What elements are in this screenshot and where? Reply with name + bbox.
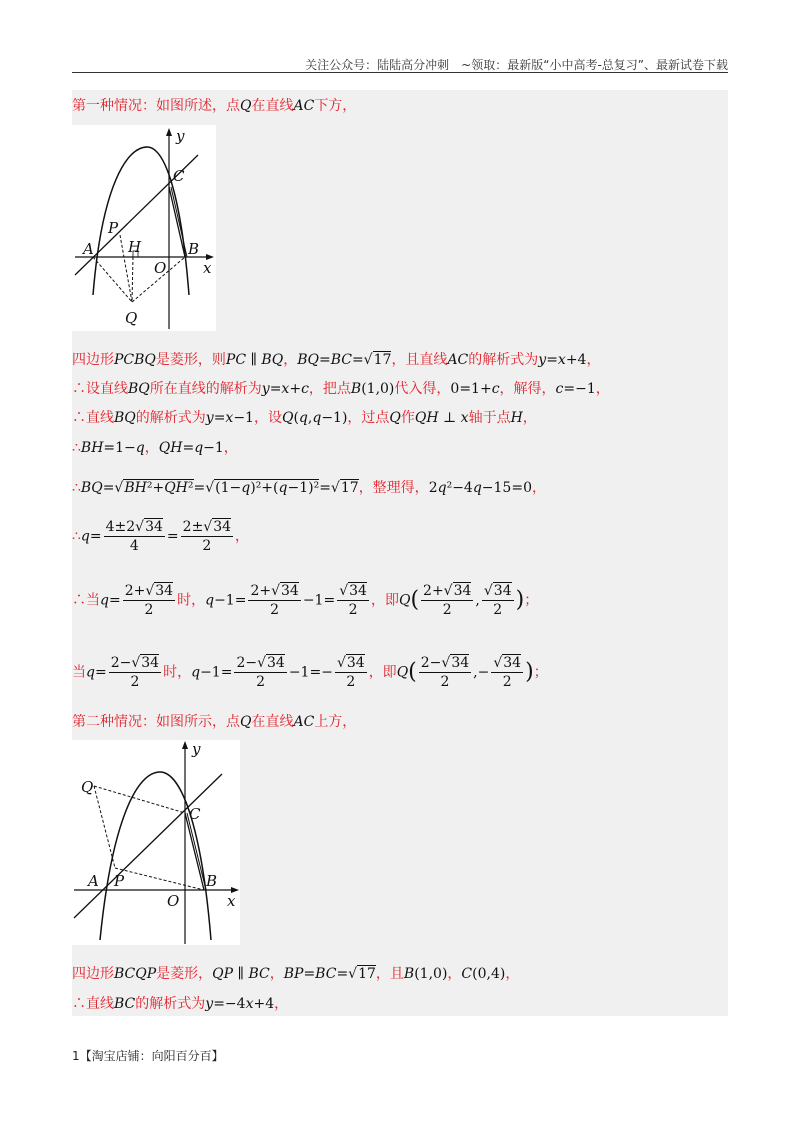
case1-line5: ∴BQ=√BH²+QH²=√(1−q)²+(q−1)²=√17，整理得，2q²−4q−15=0， [72, 480, 546, 496]
case2-title: 第二种情况：如图所示，点Q在直线AC上方， [72, 714, 357, 730]
label-x: x [227, 892, 236, 910]
case1-line8: 当q= $\frac{2-√34}{2}$ 时，q−1= $\frac{2-√34}{2}$ −1=− $\frac{√34}{2}$ ，即Q( $\frac{2-√34}{2}$ ,− $\frac{√34}{2}$ )； [72, 655, 548, 690]
segment-pb [115, 868, 204, 890]
header-rule [72, 72, 728, 73]
figure-case2 [72, 740, 240, 945]
segment-pq2 [93, 257, 132, 302]
case1-title: 第一种情况：如图所述，点Q在直线AC下方， [72, 98, 357, 114]
label-b: B [188, 240, 200, 258]
case2-line2: ∴直线BC的解析式为y=−4x+4， [72, 996, 289, 1012]
line-ac [74, 774, 222, 918]
case1-line7: ∴当q= $\frac{2+√34}{2}$ 时，q−1= $\frac{2+√34}{2}$ −1= $\frac{√34}{2}$ ，即Q( $\frac{2+√34}{2}$ , $\frac{√34}{2}$ )； [72, 583, 539, 618]
segment-cb [169, 187, 185, 257]
segment-cb [185, 813, 204, 890]
case2-line1: 四边形BCQP是菱形，QP ∥ BC，BP=BC=√17，且B(1,0)，C(0,4)， [72, 966, 520, 982]
solution-content [72, 90, 728, 1016]
label-o: O [154, 259, 167, 277]
label-o: O [167, 892, 180, 910]
page-footer: 1【淘宝店铺：向阳百分百】 [72, 1049, 224, 1063]
segment-qh [132, 257, 133, 302]
parabola [100, 772, 211, 940]
case1-line2: ∴设直线BQ所在直线的解析为y=x+c，把点B(1,0)代入得，0=1+c，解得，c=−1， [72, 381, 610, 397]
label-y: y [176, 127, 185, 145]
case1-line1: 四边形PCBQ是菱形，则PC ∥ BQ，BQ=BC=√17，且直线AC的解析式为y=x+4， [72, 352, 601, 368]
label-h: H [128, 238, 142, 256]
label-c: C [189, 805, 201, 823]
page-header: 关注公众号：陆陆高分冲刺 ~领取：最新版“小中高考-总复习”、最新试卷下载 [305, 58, 728, 72]
figure-case1 [72, 125, 216, 331]
label-y: y [192, 740, 201, 758]
segment-qc [94, 786, 185, 813]
label-p: P [108, 219, 119, 237]
label-c: C [173, 167, 185, 185]
label-a: A [83, 240, 94, 258]
label-q: Q [125, 309, 138, 327]
segment-qp [94, 786, 115, 868]
case1-line6: ∴q= $\frac{4\pm 2√34}{4}$ = $\frac{2\pm√34}{2}$ ， [72, 519, 250, 554]
case1-line4: ∴BH=1−q，QH=q−1， [72, 440, 238, 456]
label-p: P [114, 872, 125, 890]
label-x: x [203, 259, 212, 277]
label-a: A [88, 872, 99, 890]
case1-line3: ∴直线BQ的解析式为y=x−1，设Q(q,q−1)，过点Q作QH ⊥ x轴于点H， [72, 410, 537, 426]
y-axis-arrow-icon [166, 128, 172, 136]
label-b: B [206, 872, 218, 890]
label-q: Q [81, 778, 94, 796]
y-axis-arrow-icon [182, 741, 188, 749]
